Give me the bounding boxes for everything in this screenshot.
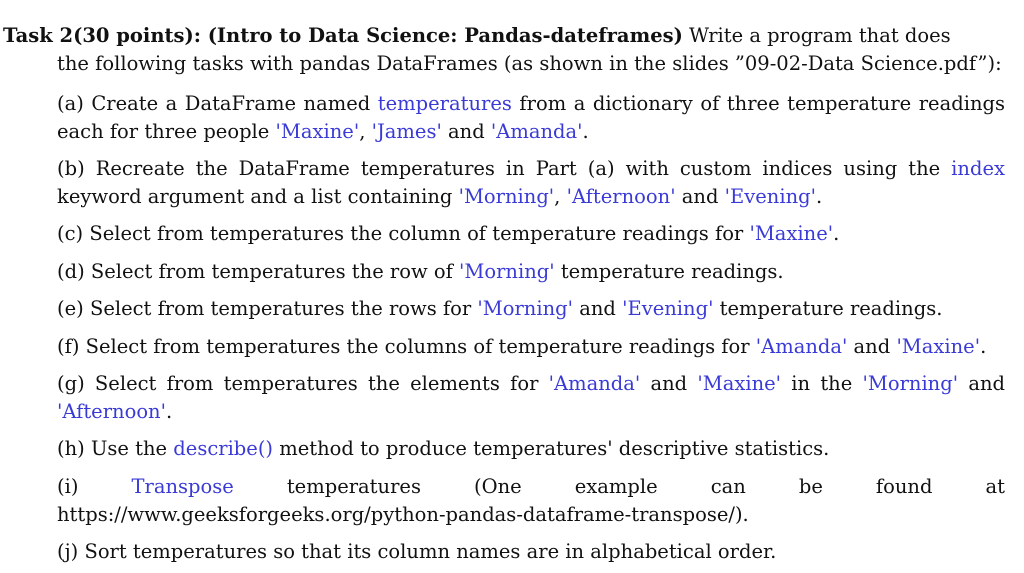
item-g-text: and (958, 372, 1005, 395)
item-a-text: , (359, 120, 372, 143)
item-g-text: in the (781, 372, 863, 395)
item-f-text: and (847, 335, 897, 358)
item-i (57, 473, 1005, 529)
item-e (57, 295, 1005, 323)
item-g-text: and (640, 372, 698, 395)
item-c-text: (c) Select from temperatures the column of temperature readings for (57, 222, 750, 245)
code-term: 'Afternoon' (566, 185, 676, 208)
item-b-text: , (554, 185, 567, 208)
code-term: index (951, 157, 1005, 180)
code-term: describe() (173, 437, 274, 460)
item-a-text: and (441, 120, 491, 143)
item-i-text: (i) (57, 475, 132, 498)
item-b-text: keyword argument and a list containing (57, 185, 459, 208)
code-term: 'Morning' (459, 260, 555, 283)
code-term: Transpose (131, 475, 234, 498)
item-d (57, 258, 1005, 286)
item-j-text: (j) Sort temperatures so that its column names are in alphabetical order. (57, 540, 777, 563)
code-term: 'Amanda' (755, 335, 848, 358)
item-d-text: (d) Select from temperatures the row of (57, 260, 460, 283)
code-term: 'Morning' (477, 297, 574, 320)
item-g-text: (g) Select from temperatures the elements for (57, 372, 549, 395)
code-term: 'Morning' (862, 372, 959, 395)
task-intro-line1: Write a program that does (682, 24, 951, 47)
item-f-text: . (980, 335, 987, 358)
task-intro-line2: the following tasks with pandas DataFrames (as shown in the slides ”09-02-Data Science.pdf”): (57, 52, 1002, 75)
item-b-text: . (816, 185, 823, 208)
item-a-text: from a dictionary of three temperature readings each for three people (57, 92, 1005, 143)
code-term: temperatures (377, 92, 512, 115)
item-d-text: temperature readings. (554, 260, 784, 283)
item-h-text: method to produce temperatures' descriptive statistics. (273, 437, 830, 460)
item-c (57, 220, 1005, 248)
item-b-text: and (675, 185, 725, 208)
item-f (57, 333, 1005, 361)
code-term: 'Afternoon' (57, 400, 166, 423)
item-f-text: (f) Select from temperatures the columns of temperature readings for (57, 335, 756, 358)
item-e-text: temperature readings. (713, 297, 943, 320)
item-a-text: . (582, 120, 589, 143)
item-h (57, 435, 1005, 463)
code-term: 'Maxine' (749, 222, 834, 245)
item-a (57, 90, 1005, 146)
item-a-text: (a) Create a DataFrame named (57, 92, 378, 115)
code-term: 'Amanda' (548, 372, 641, 395)
task-heading: Task 2(30 points): (Intro to Data Science: Pandas-dateframes) (3, 24, 683, 47)
code-term: 'Maxine' (896, 335, 981, 358)
item-e-text: (e) Select from temperatures the rows for (57, 297, 478, 320)
item-h-text: (h) Use the (57, 437, 174, 460)
code-term: 'Evening' (622, 297, 714, 320)
item-g (57, 370, 1005, 426)
code-term: 'Maxine' (275, 120, 360, 143)
item-e-text: and (573, 297, 623, 320)
code-term: 'Maxine' (697, 372, 782, 395)
task-header (3, 22, 1003, 78)
item-g-text: . (165, 400, 173, 423)
item-j (57, 538, 1005, 566)
code-term: 'James' (371, 120, 442, 143)
code-term: 'Amanda' (490, 120, 583, 143)
item-b (57, 155, 1005, 211)
item-b-text: (b) Recreate the DataFrame temperatures in Part (a) with custom indices using the (57, 157, 952, 180)
code-term: 'Morning' (458, 185, 555, 208)
item-c-text: . (833, 222, 840, 245)
code-term: 'Evening' (724, 185, 816, 208)
item-i-text: temperatures (One example can be found at https://www.geeksforgeeks.org/python-pandas-dataframe-transpose/). (57, 475, 1005, 526)
